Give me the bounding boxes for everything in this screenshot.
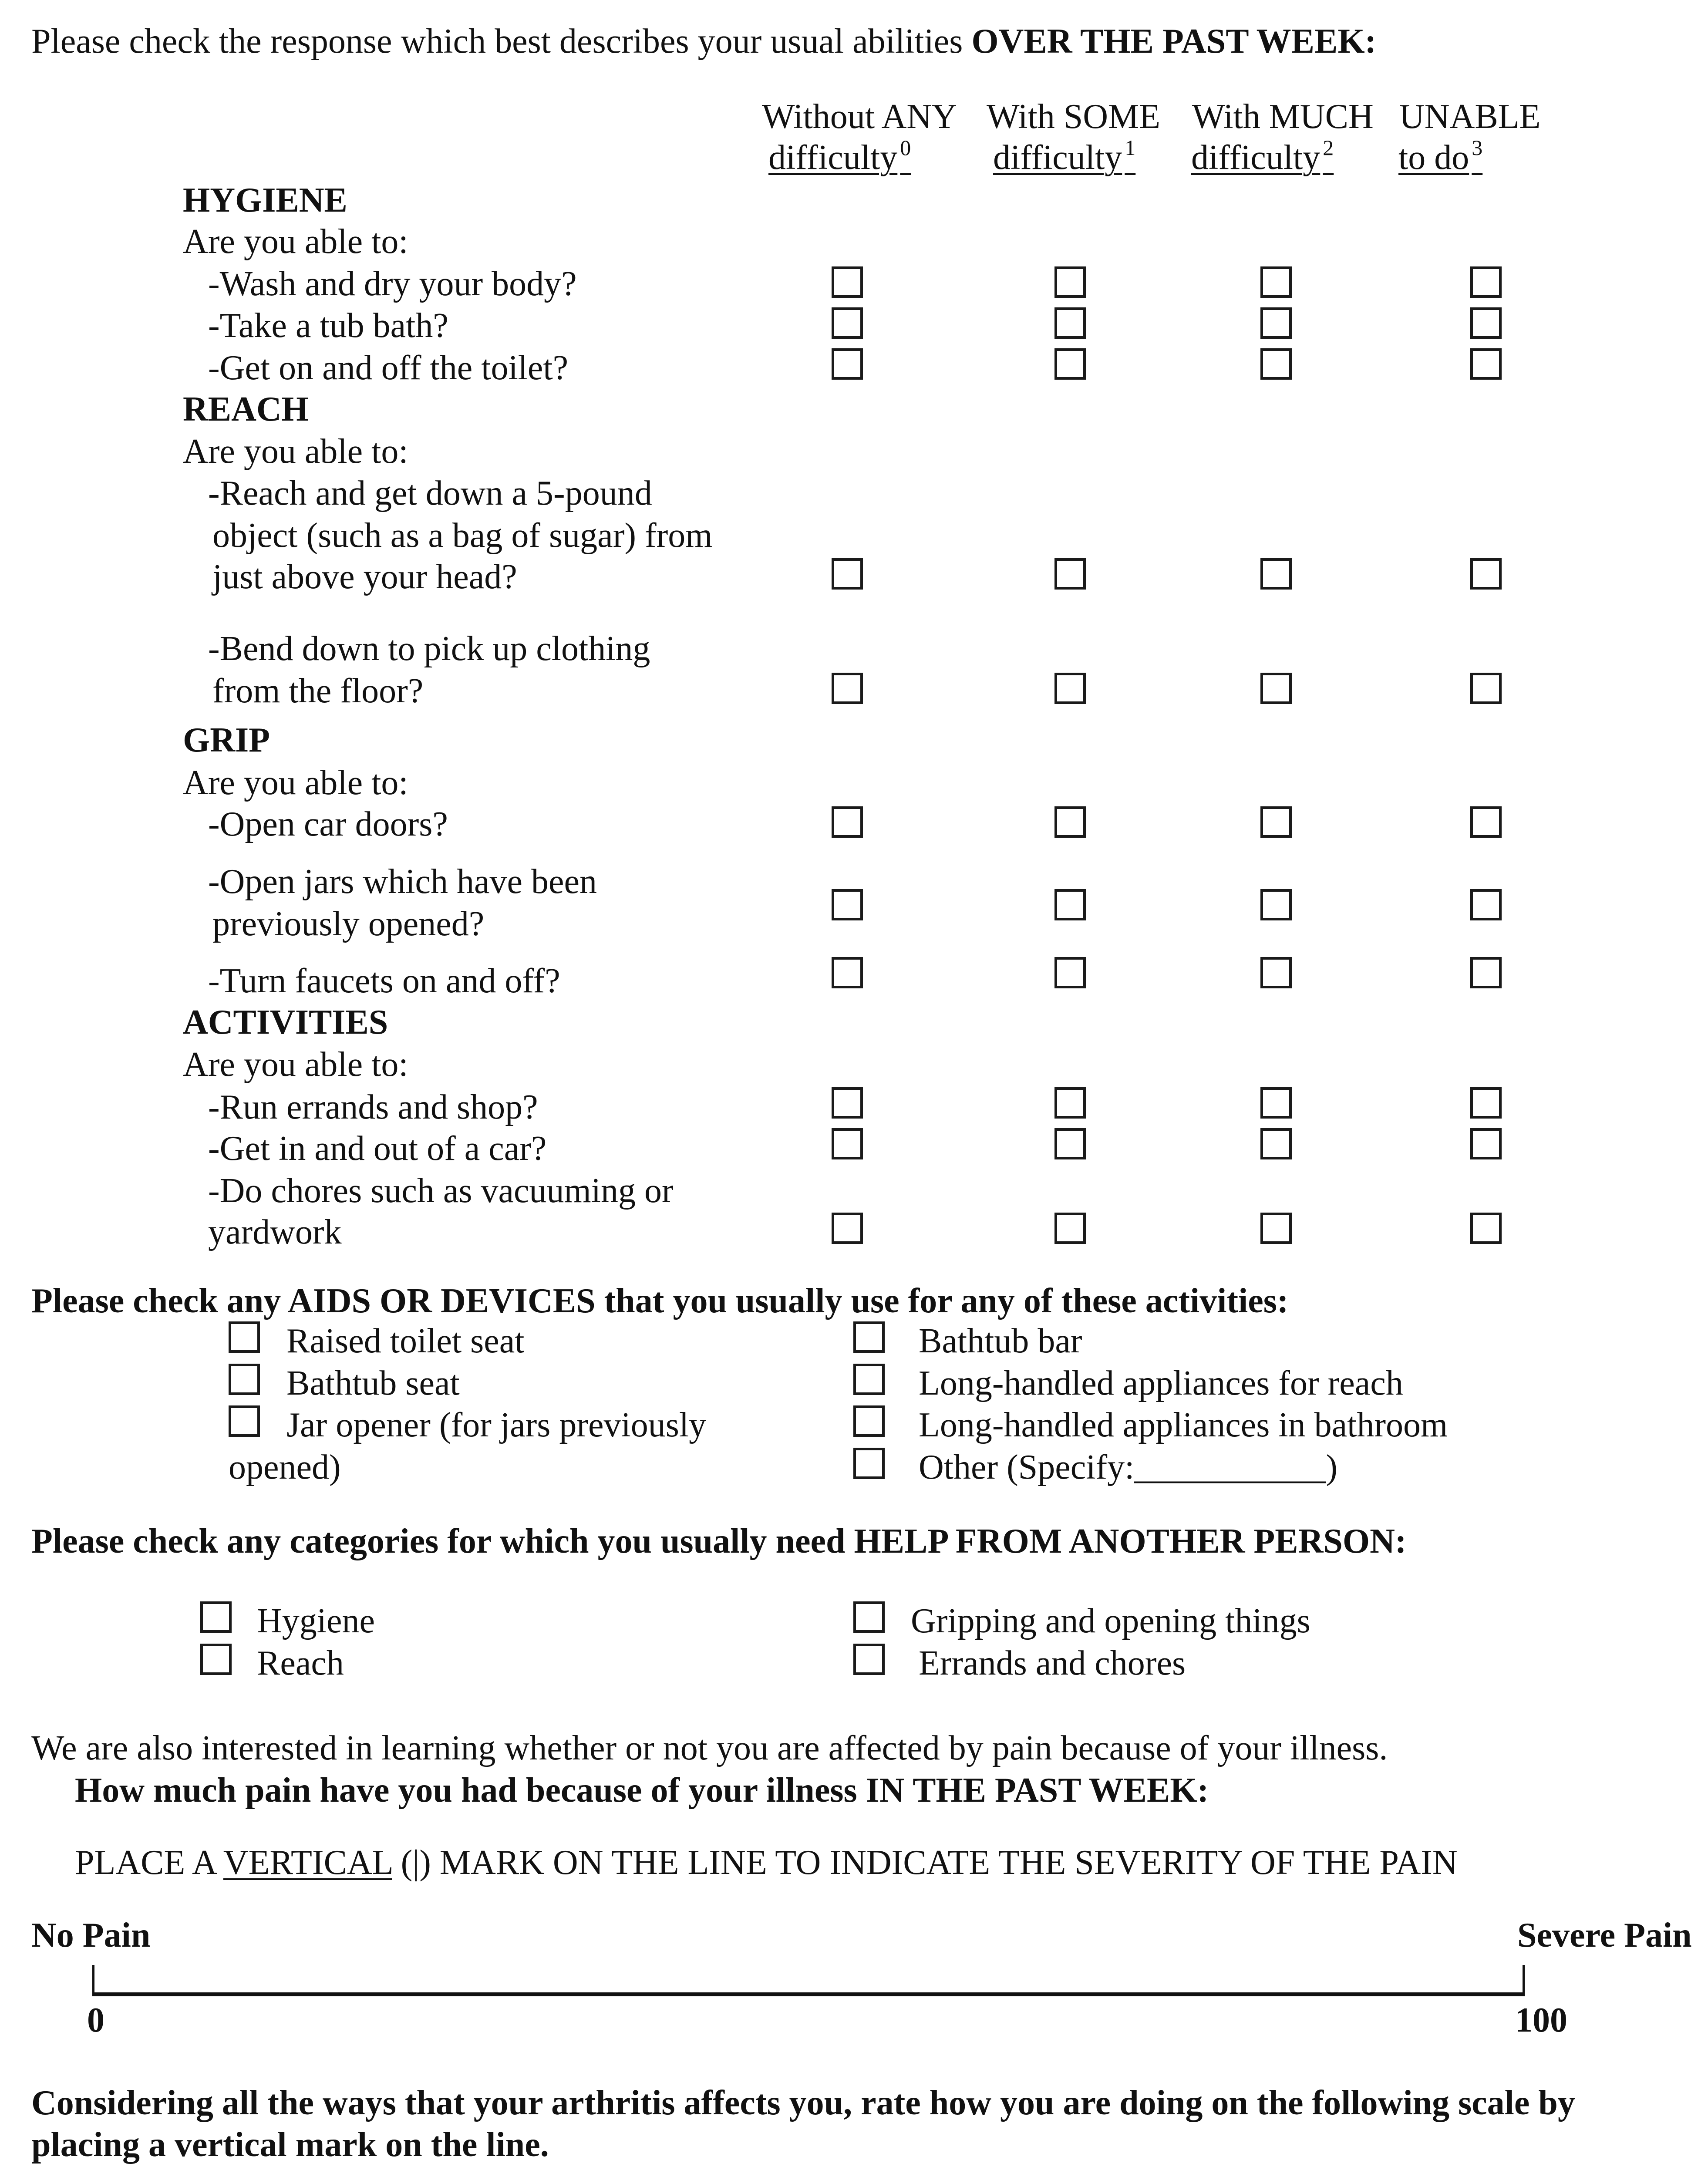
aid-long-handled-bathroom-checkbox[interactable]	[853, 1405, 885, 1437]
help-errands-checkbox[interactable]	[853, 1644, 885, 1675]
pain-right-label: Severe Pain	[1517, 1916, 1692, 1955]
checkbox-jars-unable[interactable]	[1470, 889, 1502, 920]
help-errands-label: Errands and chores	[919, 1644, 1186, 1682]
activities-item-chores-line1: -Do chores such as vacuuming or	[208, 1172, 674, 1210]
checkbox-car-in-out-without-difficulty[interactable]	[832, 1128, 863, 1159]
checkbox-errands-without-difficulty[interactable]	[832, 1087, 863, 1119]
checkbox-wash-some-difficulty[interactable]	[1054, 266, 1086, 298]
grip-item-jars-line2: previously opened?	[212, 905, 485, 943]
checkbox-jars-much-difficulty[interactable]	[1260, 889, 1292, 920]
aid-other-checkbox[interactable]	[853, 1448, 885, 1479]
checkbox-toilet-unable[interactable]	[1470, 348, 1502, 380]
aid-bathtub-bar-checkbox[interactable]	[853, 1321, 885, 1353]
pain-scale-max: 100	[1515, 2001, 1567, 2039]
checkbox-errands-unable[interactable]	[1470, 1087, 1502, 1119]
checkbox-errands-some-difficulty[interactable]	[1054, 1087, 1086, 1119]
activities-item-chores-line2: yardwork	[208, 1213, 342, 1251]
checkbox-errands-much-difficulty[interactable]	[1260, 1087, 1292, 1119]
checkbox-tub-without-difficulty[interactable]	[832, 307, 863, 339]
pain-instruction: PLACE A VERTICAL (|) MARK ON THE LINE TO INDICATE THE SEVERITY OF THE PAIN	[75, 1843, 1458, 1882]
checkbox-bend-some-difficulty[interactable]	[1054, 673, 1086, 704]
global-question-line1: Considering all the ways that your arthritis affects you, rate how you are doing on the following scale by	[31, 2084, 1575, 2122]
global-question-line2: placing a vertical mark on the line.	[31, 2126, 549, 2164]
help-reach-checkbox[interactable]	[200, 1644, 232, 1675]
column-1-header-line1: With SOME	[987, 98, 1161, 136]
checkbox-tub-unable[interactable]	[1470, 307, 1502, 339]
checkbox-faucets-some-difficulty[interactable]	[1054, 957, 1086, 988]
reach-item-5pound-line1: -Reach and get down a 5-pound	[208, 474, 652, 512]
aid-raised-toilet-seat-checkbox[interactable]	[229, 1321, 260, 1353]
column-0-header-line2: difficulty $^0$	[768, 135, 911, 177]
checkbox-wash-unable[interactable]	[1470, 266, 1502, 298]
checkbox-chores-unable[interactable]	[1470, 1213, 1502, 1244]
checkbox-faucets-without-difficulty[interactable]	[832, 957, 863, 988]
checkbox-jars-without-difficulty[interactable]	[832, 889, 863, 920]
column-0-header-line1: Without ANY	[762, 98, 957, 136]
hygiene-item-tub: -Take a tub bath?	[208, 307, 448, 345]
aid-bathtub-seat-label: Bathtub seat	[286, 1364, 460, 1402]
checkbox-bend-without-difficulty[interactable]	[832, 673, 863, 704]
hygiene-item-wash: -Wash and dry your body?	[208, 265, 577, 303]
activities-item-errands: -Run errands and shop?	[208, 1088, 538, 1126]
help-gripping-checkbox[interactable]	[853, 1601, 885, 1633]
reach-item-5pound-line2: object (such as a bag of sugar) from	[212, 516, 713, 555]
column-3-header-line2: to do $^3$	[1398, 135, 1483, 177]
checkbox-wash-much-difficulty[interactable]	[1260, 266, 1292, 298]
checkbox-5pound-much-difficulty[interactable]	[1260, 558, 1292, 590]
checkbox-wash-without-difficulty[interactable]	[832, 266, 863, 298]
pain-intro: We are also interested in learning whether or not you are affected by pain because of your illness.	[31, 1729, 1388, 1767]
aid-long-handled-bathroom-label: Long-handled appliances in bathroom	[919, 1406, 1448, 1444]
aid-jar-opener-continuation: opened)	[229, 1448, 341, 1486]
checkbox-5pound-some-difficulty[interactable]	[1054, 558, 1086, 590]
checkbox-car-doors-unable[interactable]	[1470, 806, 1502, 838]
intro-text: Please check the response which best describes your usual abilities OVER THE PAST WEEK:	[31, 22, 1377, 61]
aid-other-label: Other (Specify:___________)	[919, 1448, 1338, 1486]
checkbox-tub-much-difficulty[interactable]	[1260, 307, 1292, 339]
grip-prompt: Are you able to:	[183, 764, 408, 802]
help-gripping-label: Gripping and opening things	[911, 1602, 1310, 1640]
hygiene-title: HYGIENE	[183, 181, 347, 219]
reach-prompt: Are you able to:	[183, 432, 408, 471]
aid-long-handled-reach-checkbox[interactable]	[853, 1364, 885, 1395]
checkbox-faucets-unable[interactable]	[1470, 957, 1502, 988]
checkbox-chores-without-difficulty[interactable]	[832, 1213, 863, 1244]
reach-title: REACH	[183, 390, 309, 428]
checkbox-jars-some-difficulty[interactable]	[1054, 889, 1086, 920]
column-1-header-line2: difficulty $^1$	[993, 135, 1136, 177]
checkbox-bend-much-difficulty[interactable]	[1260, 673, 1292, 704]
grip-item-faucets: -Turn faucets on and off?	[208, 962, 560, 1000]
column-2-header-line2: difficulty $^2$	[1191, 135, 1334, 177]
checkbox-faucets-much-difficulty[interactable]	[1260, 957, 1292, 988]
activities-prompt: Are you able to:	[183, 1045, 408, 1084]
grip-item-car-doors: -Open car doors?	[208, 805, 448, 843]
pain-left-label: No Pain	[31, 1916, 151, 1955]
help-heading: Please check any categories for which you usually need HELP FROM ANOTHER PERSON:	[31, 1522, 1407, 1560]
activities-item-car: -Get in and out of a car?	[208, 1129, 547, 1168]
reach-item-5pound-line3: just above your head?	[212, 558, 517, 596]
reach-item-bend-line1: -Bend down to pick up clothing	[208, 630, 650, 668]
checkbox-toilet-without-difficulty[interactable]	[832, 348, 863, 380]
grip-item-jars-line1: -Open jars which have been	[208, 863, 597, 901]
aids-heading: Please check any AIDS OR DEVICES that you usually use for any of these activities:	[31, 1282, 1289, 1320]
activities-title: ACTIVITIES	[183, 1003, 388, 1041]
grip-title: GRIP	[183, 721, 270, 759]
aid-bathtub-bar-label: Bathtub bar	[919, 1322, 1082, 1360]
checkbox-toilet-some-difficulty[interactable]	[1054, 348, 1086, 380]
aid-long-handled-reach-label: Long-handled appliances for reach	[919, 1364, 1403, 1402]
checkbox-car-in-out-some-difficulty[interactable]	[1054, 1128, 1086, 1159]
checkbox-5pound-unable[interactable]	[1470, 558, 1502, 590]
checkbox-5pound-without-difficulty[interactable]	[832, 558, 863, 590]
checkbox-toilet-much-difficulty[interactable]	[1260, 348, 1292, 380]
hygiene-item-toilet: -Get on and off the toilet?	[208, 349, 569, 387]
pain-question: How much pain have you had because of your illness IN THE PAST WEEK:	[75, 1771, 1209, 1810]
checkbox-car-doors-without-difficulty[interactable]	[832, 806, 863, 838]
help-hygiene-checkbox[interactable]	[200, 1601, 232, 1633]
help-hygiene-label: Hygiene	[257, 1602, 375, 1640]
aid-raised-toilet-seat-label: Raised toilet seat	[286, 1322, 525, 1360]
hygiene-prompt: Are you able to:	[183, 222, 408, 261]
pain-scale-bar[interactable]	[92, 1992, 1525, 1996]
aid-jar-opener-checkbox[interactable]	[229, 1405, 260, 1437]
help-reach-label: Reach	[257, 1644, 344, 1682]
pain-scale-left-tick	[92, 1965, 94, 1994]
column-3-header-line1: UNABLE	[1399, 98, 1541, 136]
checkbox-car-in-out-unable[interactable]	[1470, 1128, 1502, 1159]
checkbox-chores-some-difficulty[interactable]	[1054, 1213, 1086, 1244]
checkbox-car-in-out-much-difficulty[interactable]	[1260, 1128, 1292, 1159]
checkbox-car-doors-some-difficulty[interactable]	[1054, 806, 1086, 838]
checkbox-tub-some-difficulty[interactable]	[1054, 307, 1086, 339]
checkbox-chores-much-difficulty[interactable]	[1260, 1213, 1292, 1244]
aid-bathtub-seat-checkbox[interactable]	[229, 1364, 260, 1395]
pain-scale-right-tick	[1523, 1965, 1525, 1994]
checkbox-car-doors-much-difficulty[interactable]	[1260, 806, 1292, 838]
reach-item-bend-line2: from the floor?	[212, 672, 424, 710]
column-2-header-line1: With MUCH	[1192, 98, 1374, 136]
pain-scale-min: 0	[87, 2001, 104, 2039]
aid-jar-opener-label: Jar opener (for jars previously	[286, 1406, 707, 1444]
checkbox-bend-unable[interactable]	[1470, 673, 1502, 704]
